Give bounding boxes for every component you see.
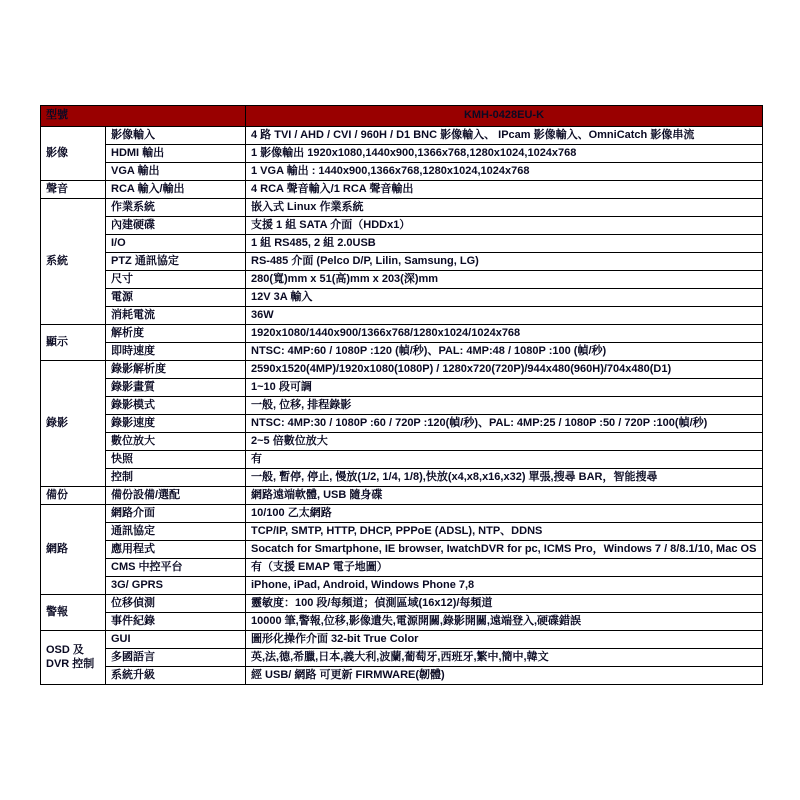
spec-row	[41, 631, 763, 649]
feature-name-cell: 作業系統	[106, 199, 246, 217]
feature-value-cell: 36W	[246, 307, 763, 325]
feature-name-cell: 數位放大	[106, 433, 246, 451]
feature-value-cell: 10/100 乙太網路	[246, 505, 763, 523]
feature-name-cell: CMS 中控平台	[106, 559, 246, 577]
feature-value-cell: RS-485 介面 (Pelco D/P, Lilin, Samsung, LG)	[246, 253, 763, 271]
spec-row	[41, 577, 763, 595]
category-cell: 警報	[41, 595, 106, 631]
feature-name-cell: 系統升級	[106, 667, 246, 685]
feature-value-cell: 1 組 RS485, 2 組 2.0USB	[246, 235, 763, 253]
spec-row	[41, 253, 763, 271]
feature-name-cell: 電源	[106, 289, 246, 307]
feature-value-cell: 一般, 位移, 排程錄影	[246, 397, 763, 415]
spec-row	[41, 487, 763, 505]
spec-row	[41, 613, 763, 631]
feature-value-cell: 有（支援 EMAP 電子地圖）	[246, 559, 763, 577]
feature-name-cell: 錄影速度	[106, 415, 246, 433]
spec-row	[41, 235, 763, 253]
category-cell: 備份	[41, 487, 106, 505]
feature-value-cell: iPhone, iPad, Android, Windows Phone 7,8	[246, 577, 763, 595]
feature-name-cell: 影像輸入	[106, 127, 246, 145]
feature-value-cell: 280(寬)mm x 51(高)mm x 203(深)mm	[246, 271, 763, 289]
spec-row	[41, 415, 763, 433]
feature-value-cell: 圖形化操作介面 32-bit True Color	[246, 631, 763, 649]
feature-name-cell: 備份設備/選配	[106, 487, 246, 505]
category-cell: 影像	[41, 127, 106, 181]
feature-value-cell: NTSC: 4MP:30 / 1080P :60 / 720P :120(幀/秒)、PAL: 4MP:25 / 1080P :50 / 720P :100(幀/秒)	[246, 415, 763, 433]
spec-row	[41, 127, 763, 145]
feature-name-cell: 錄影畫質	[106, 379, 246, 397]
model-value: KMH-0428EU-K	[246, 106, 763, 127]
feature-value-cell: 靈敏度：100 段/每頻道；偵測區域(16x12)/每頻道	[246, 595, 763, 613]
feature-value-cell: 4 路 TVI / AHD / CVI / 960H / D1 BNC 影像輸入、 IPcam 影像輸入、OmniCatch 影像串流	[246, 127, 763, 145]
feature-name-cell: 網路介面	[106, 505, 246, 523]
feature-name-cell: I/O	[106, 235, 246, 253]
header-row	[41, 106, 763, 127]
feature-name-cell: 快照	[106, 451, 246, 469]
feature-name-cell: 位移偵測	[106, 595, 246, 613]
spec-row	[41, 271, 763, 289]
feature-value-cell: 有	[246, 451, 763, 469]
feature-value-cell: 4 RCA 聲音輸入/1 RCA 聲音輸出	[246, 181, 763, 199]
feature-name-cell: HDMI 輸出	[106, 145, 246, 163]
spec-row	[41, 469, 763, 487]
category-cell: 系統	[41, 199, 106, 325]
feature-name-cell: VGA 輸出	[106, 163, 246, 181]
feature-name-cell: 尺寸	[106, 271, 246, 289]
feature-name-cell: 控制	[106, 469, 246, 487]
spec-row	[41, 217, 763, 235]
spec-row	[41, 595, 763, 613]
feature-name-cell: 解析度	[106, 325, 246, 343]
feature-value-cell: Socatch for Smartphone, IE browser, IwatchDVR for pc, ICMS Pro，Windows 7 / 8/8.1/10, Mac OS	[246, 541, 763, 559]
feature-name-cell: 內建硬碟	[106, 217, 246, 235]
spec-table	[40, 105, 763, 685]
feature-value-cell: 12V 3A 輸入	[246, 289, 763, 307]
spec-row	[41, 505, 763, 523]
spec-row	[41, 559, 763, 577]
feature-value-cell: 1920x1080/1440x900/1366x768/1280x1024/1024x768	[246, 325, 763, 343]
spec-row	[41, 361, 763, 379]
feature-value-cell: 2~5 倍數位放大	[246, 433, 763, 451]
spec-row	[41, 145, 763, 163]
feature-name-cell: 事件紀錄	[106, 613, 246, 631]
spec-row	[41, 325, 763, 343]
feature-name-cell: RCA 輸入/輸出	[106, 181, 246, 199]
feature-value-cell: 嵌入式 Linux 作業系統	[246, 199, 763, 217]
feature-value-cell: 支援 1 組 SATA 介面（HDDx1）	[246, 217, 763, 235]
feature-name-cell: 3G/ GPRS	[106, 577, 246, 595]
feature-name-cell: PTZ 通訊協定	[106, 253, 246, 271]
spec-row	[41, 667, 763, 685]
spec-row	[41, 397, 763, 415]
feature-value-cell: 2590x1520(4MP)/1920x1080(1080P) / 1280x720(720P)/944x480(960H)/704x480(D1)	[246, 361, 763, 379]
category-cell: 網路	[41, 505, 106, 595]
spec-row	[41, 163, 763, 181]
feature-value-cell: 英,法,德,希臘,日本,義大利,波蘭,葡萄牙,西班牙,繁中,簡中,韓文	[246, 649, 763, 667]
feature-value-cell: 經 USB/ 網路 可更新 FIRMWARE(韌體)	[246, 667, 763, 685]
feature-name-cell: 錄影模式	[106, 397, 246, 415]
feature-value-cell: TCP/IP, SMTP, HTTP, DHCP, PPPoE (ADSL), NTP、DDNS	[246, 523, 763, 541]
feature-value-cell: NTSC: 4MP:60 / 1080P :120 (幀/秒)、PAL: 4MP:48 / 1080P :100 (幀/秒)	[246, 343, 763, 361]
spec-row	[41, 379, 763, 397]
feature-name-cell: 多國語言	[106, 649, 246, 667]
spec-row	[41, 343, 763, 361]
model-label: 型號	[41, 106, 246, 127]
feature-name-cell: 消耗電流	[106, 307, 246, 325]
feature-name-cell: 即時速度	[106, 343, 246, 361]
feature-name-cell: 應用程式	[106, 541, 246, 559]
spec-table-body	[41, 127, 763, 685]
feature-value-cell: 1 VGA 輸出 : 1440x900,1366x768,1280x1024,1024x768	[246, 163, 763, 181]
spec-row	[41, 307, 763, 325]
category-cell: 顯示	[41, 325, 106, 361]
spec-row	[41, 433, 763, 451]
spec-row	[41, 181, 763, 199]
feature-value-cell: 1 影像輸出 1920x1080,1440x900,1366x768,1280x1024,1024x768	[246, 145, 763, 163]
spec-row	[41, 523, 763, 541]
feature-value-cell: 一般, 暫停, 停止, 慢放(1/2, 1/4, 1/8),快放(x4,x8,x16,x32) 單張,搜尋 BAR，智能搜尋	[246, 469, 763, 487]
category-cell: 聲音	[41, 181, 106, 199]
feature-name-cell: 通訊協定	[106, 523, 246, 541]
feature-value-cell: 1~10 段可調	[246, 379, 763, 397]
feature-value-cell: 10000 筆,警報,位移,影像遺失,電源開關,錄影開關,遠端登入,硬碟錯誤	[246, 613, 763, 631]
feature-name-cell: 錄影解析度	[106, 361, 246, 379]
feature-value-cell: 網路遠端軟體, USB 隨身碟	[246, 487, 763, 505]
category-cell: OSD 及 DVR 控制	[41, 631, 106, 685]
spec-row	[41, 451, 763, 469]
feature-name-cell: GUI	[106, 631, 246, 649]
spec-row	[41, 199, 763, 217]
spec-row	[41, 649, 763, 667]
spec-row	[41, 289, 763, 307]
category-cell: 錄影	[41, 361, 106, 487]
spec-row	[41, 541, 763, 559]
